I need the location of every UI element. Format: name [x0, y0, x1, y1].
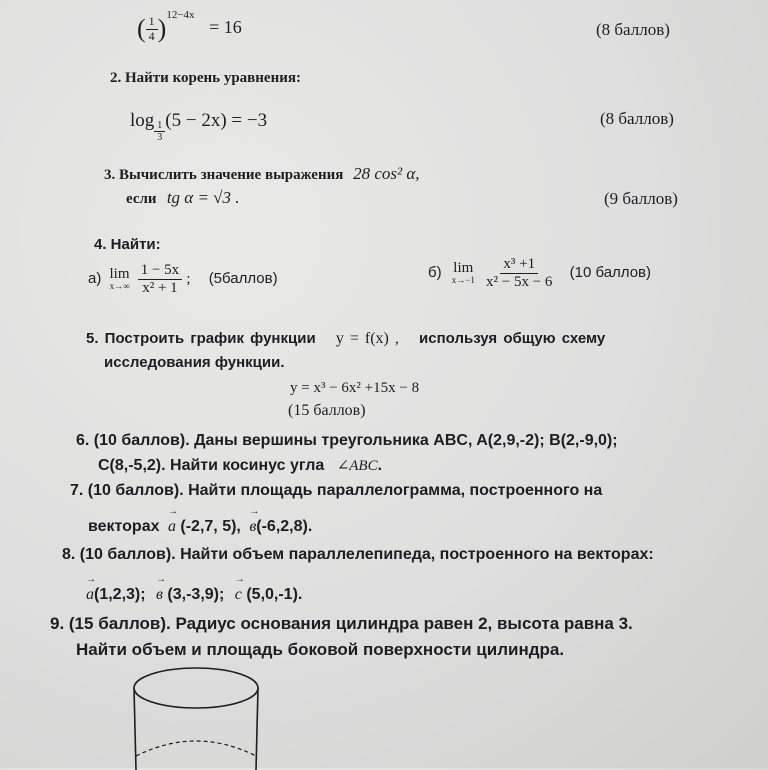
task4-a-num: 1 − 5x [138, 262, 182, 280]
task2-points: (8 баллов) [600, 109, 674, 128]
task4-b-label: б) [428, 263, 442, 281]
task2-log: log [130, 110, 155, 131]
task4-b-lim: lim [453, 260, 474, 276]
task3-cond-word: если [126, 191, 157, 207]
task7-vec-a: → a [168, 518, 176, 536]
task7-line2 [88, 518, 312, 536]
task1-points: (8 баллов) [596, 20, 670, 39]
task4-a-den: x² + 1 [142, 279, 178, 296]
task4-b-num: x³ +1 [500, 256, 538, 274]
task6-line2 [98, 456, 382, 475]
task7-vec-a-val: (-2,7, 5), [175, 518, 241, 535]
task4-b-sub: x→−1 [451, 275, 475, 285]
task2-equation [130, 110, 268, 144]
task3-line2 [126, 188, 240, 208]
task9-line2: Найти объем и площадь боковой поверхности цилиндра. [76, 640, 565, 659]
task5-points: (15 баллов) [288, 402, 366, 419]
task4-b-points: (10 баллов) [569, 263, 652, 281]
task1-equation: ( $\frac{1}{4}$ )$^{12-4x}$ = 16 [137, 9, 242, 43]
task1-base-den: 4 [148, 28, 155, 43]
task4-header: 4. Найти: [94, 236, 161, 253]
task4-a-tail: ; [186, 270, 191, 287]
task8-vec-b: → в [156, 586, 163, 604]
task8-vec-a-val: (1,2,3); [94, 586, 146, 603]
task4-a-label: а) [88, 269, 102, 287]
task4-part-b [428, 256, 651, 290]
task5-line2: исследования функции. [104, 354, 285, 371]
task5-line1-a: 5. Построить график функции [86, 330, 316, 347]
task4-a-lim: lim [109, 266, 130, 282]
task6-tail: . [377, 457, 383, 474]
task8-vec-c: → c [235, 586, 242, 604]
task7-vec-b-val: (-6,2,8). [256, 518, 313, 535]
task6-line1: 6. (10 баллов). Даны вершины треугольника ABC, A(2,9,-2); B(2,-9,0); [76, 432, 618, 449]
task3-cond-expr: tg α = √3 . [166, 188, 240, 207]
task9-line1: 9. (15 баллов). Радиус основания цилиндра равен 2, высота равна 3. [50, 614, 633, 633]
task3-expr: 28 cos² α, [353, 164, 420, 183]
task7-vec-b: → в [249, 518, 256, 536]
task4-a-sub: x→∞ [109, 281, 130, 291]
task1-exponent: 12−4x [166, 9, 195, 22]
task2-base-den: 3 [157, 132, 163, 144]
task5-formula: y = x³ − 6x² +15x − 8 [290, 380, 420, 396]
task8-line1: 8. (10 баллов). Найти объем параллелепипеда, построенного на векторах: [62, 546, 654, 563]
task2-header: 2. Найти корень уравнения: [110, 70, 301, 86]
task4-a-points: (5баллов) [208, 269, 278, 287]
task4-b-den: x² − 5x − 6 [486, 273, 553, 290]
task2-expr: (5 − 2x) = −3 [165, 110, 268, 131]
task1-base-num: 1 [146, 15, 158, 29]
task8-vec-b-val: (3,-3,9); [162, 586, 225, 603]
task3-header: 3. Вычислить значение выражения [104, 167, 344, 183]
task5-line1 [86, 330, 605, 348]
task5-line1-fn: y = f(x) , [335, 330, 399, 347]
task8-vec-a: → a [86, 586, 94, 604]
task2-base-num: 1 [154, 120, 165, 132]
cylinder-drawing [124, 660, 284, 770]
task5-line1-b: используя общую схему [419, 330, 606, 347]
task1-rhs: = 16 [209, 17, 242, 38]
task6-line2-text: C(8,-5,2). Найти косинус угла [98, 457, 325, 474]
task4-part-a [88, 262, 278, 296]
task6-angle: ∠ABC [336, 458, 378, 474]
task8-vec-c-val: (5,0,-1). [241, 586, 303, 603]
task7-line1: 7. (10 баллов). Найти площадь параллелограмма, построенного на [70, 482, 603, 499]
task3-points: (9 баллов) [604, 189, 678, 208]
task8-line2 [86, 586, 302, 604]
task3-line1 [104, 164, 420, 184]
task7-vectors-word: векторах [88, 518, 160, 535]
